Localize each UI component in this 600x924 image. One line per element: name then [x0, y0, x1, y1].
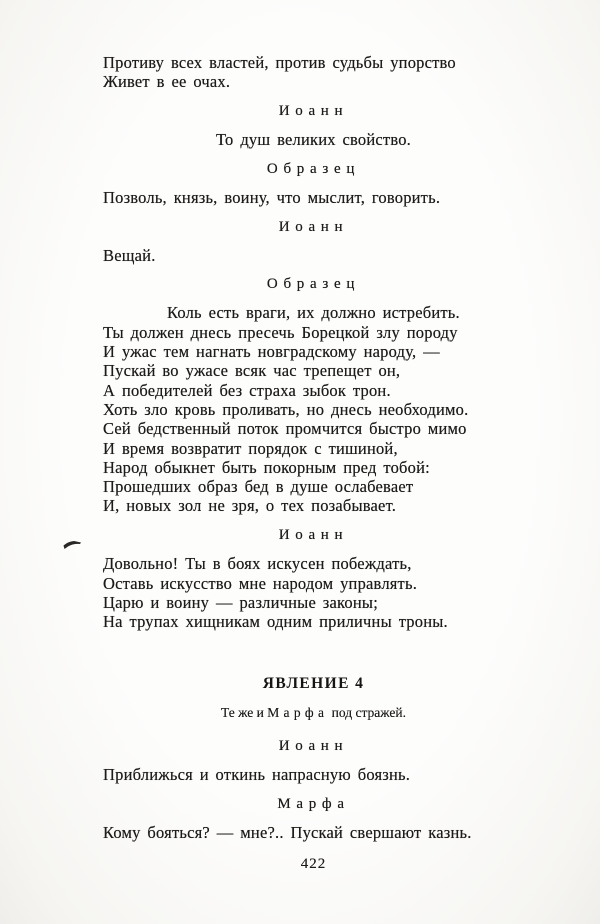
verse-line: То душ великих свойство.	[216, 130, 411, 150]
verse-line: На трупах хищникам одним приличны троны.	[103, 612, 448, 632]
verse-line: Довольно! Ты в боях искусен побеждать,	[103, 554, 412, 574]
verse-line: Вещай.	[103, 245, 156, 265]
speaker-name: Образец	[266, 276, 361, 293]
speaker-name: Иоанн	[278, 737, 349, 754]
verse-line: Сей бедственный поток промчится быстро мимо	[103, 419, 467, 439]
verse-line: Хоть зло кровь проливать, но днесь необходимо.	[103, 399, 469, 419]
verse-line: И время возвратит порядок с тишиной,	[103, 438, 398, 458]
verse-line: Коль есть враги, их должно истребить.	[167, 303, 460, 323]
verse-line: И, новых зол не зря, о тех позабывает.	[103, 496, 397, 516]
speaker-name: Иоанн	[278, 527, 349, 544]
stage-direction	[103, 705, 524, 720]
stage-direction-text: под стражей.	[328, 705, 407, 721]
page-number: 422	[300, 856, 327, 873]
verse-line: Кому бояться? — мне?.. Пускай свершают казнь.	[103, 822, 472, 842]
verse-line: Оставь искусство мне народом управлять.	[103, 573, 418, 593]
pen-tick-icon	[63, 540, 82, 551]
verse-line: Живет в ее очах.	[103, 72, 231, 92]
scene-heading: ЯВЛЕНИЕ 4	[262, 675, 365, 693]
speaker-name: Иоанн	[278, 218, 349, 235]
verse-line: И ужас тем нагнать новградскому народу, —	[103, 342, 440, 362]
verse-line: Противу всех властей, против судьбы упорство	[103, 53, 456, 72]
verse-line: Царю и воину — различные законы;	[103, 592, 378, 612]
character-name: Марфа	[267, 705, 329, 721]
verse-line: Прошедших образ бед в душе ослабевает	[103, 477, 414, 497]
verse-line: Позволь, князь, воину, что мыслит, говорить.	[103, 187, 441, 207]
verse-line: Ты должен днесь пресечь Борецкой злу породу	[103, 322, 458, 342]
speaker-name: Иоанн	[278, 103, 349, 120]
stage-direction-text: Те же и	[220, 705, 268, 721]
verse-line: Народ обыкнет быть покорным пред тобой:	[103, 457, 430, 477]
verse-line: А победителей без страха зыбок трон.	[103, 380, 391, 400]
speaker-name: Марфа	[277, 795, 350, 812]
speaker-name: Образец	[266, 160, 361, 177]
verse-line: Пускай во ужасе всяк час трепещет он,	[103, 361, 401, 381]
text-column	[103, 53, 524, 874]
verse-line: Приближься и откинь напрасную боязнь.	[103, 764, 411, 784]
